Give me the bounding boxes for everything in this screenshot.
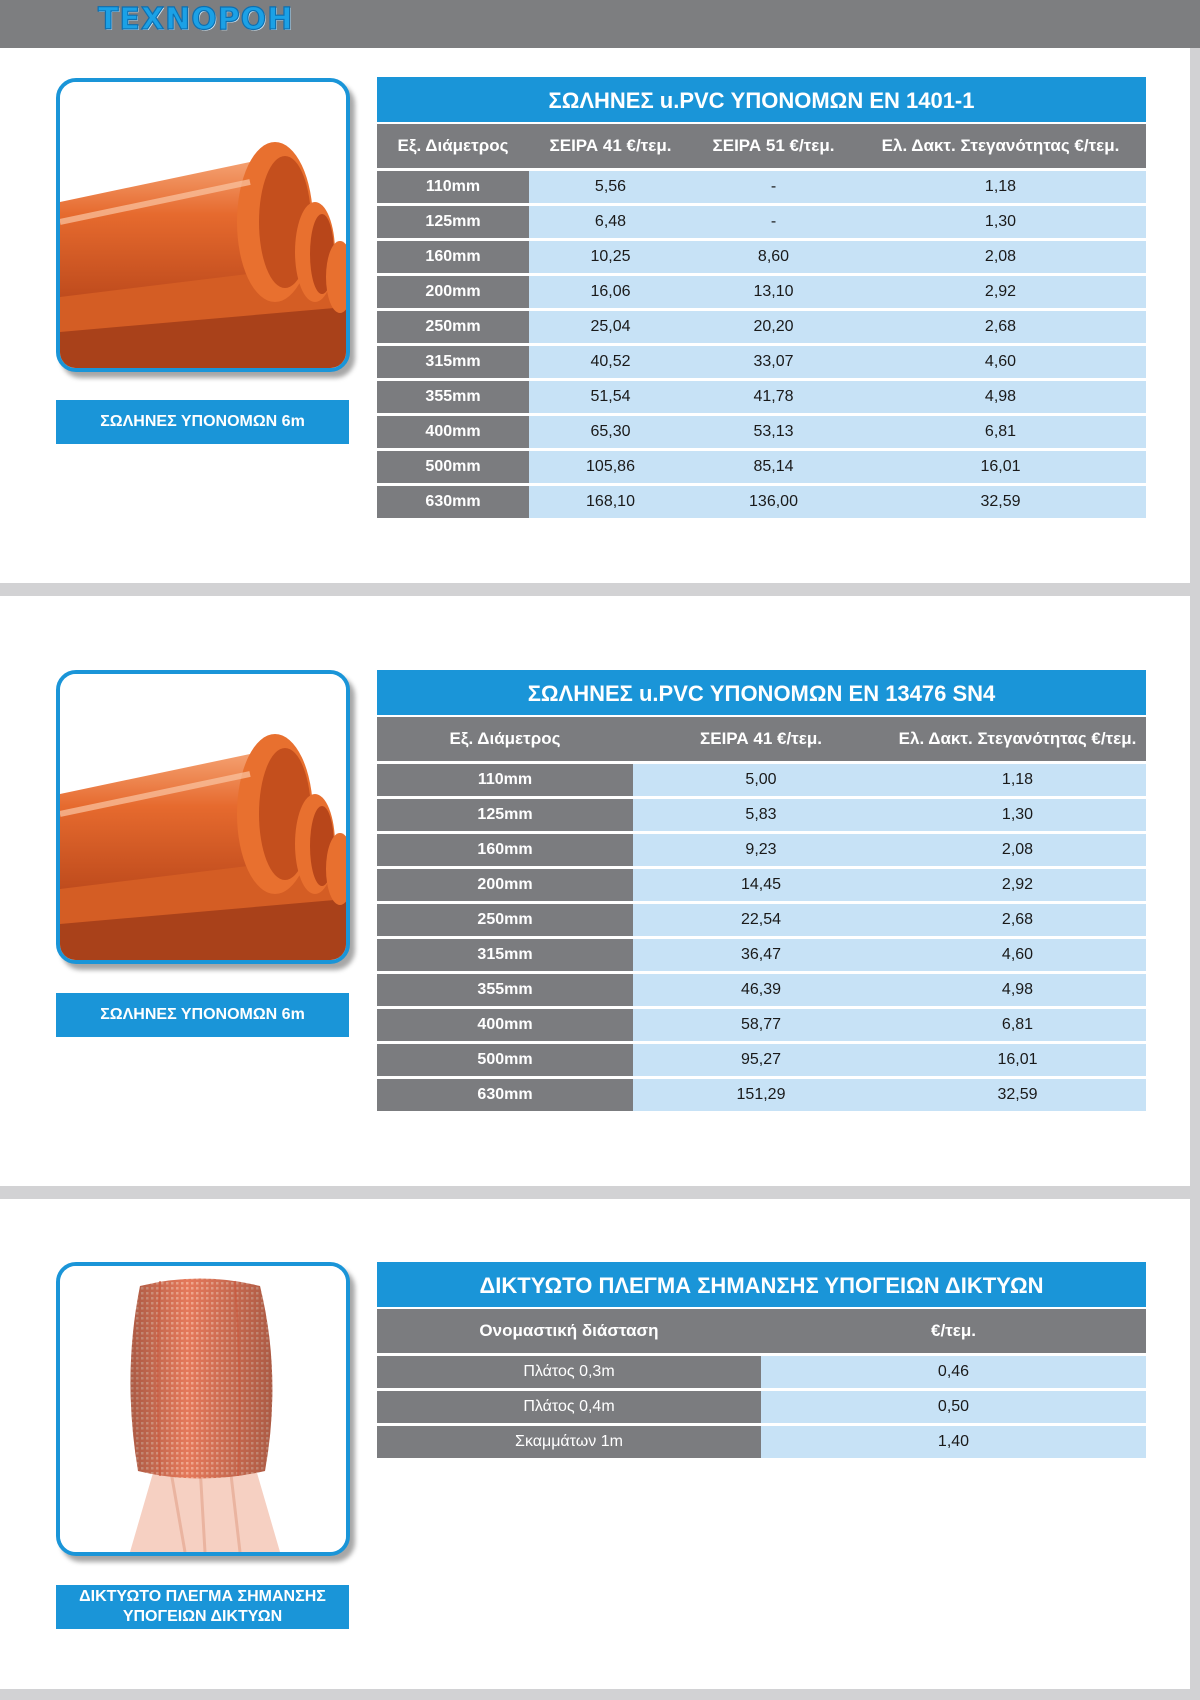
column-header: Εξ. Διάμετρος	[449, 729, 561, 748]
price-cell: 5,83	[633, 799, 889, 831]
price-cell: 4,98	[855, 381, 1146, 413]
price-cell: 2,08	[889, 834, 1146, 866]
table-row	[377, 346, 1146, 378]
price-cell: 16,01	[889, 1044, 1146, 1076]
table-row	[377, 276, 1146, 308]
price-cell: 2,08	[855, 241, 1146, 273]
row-label-cell: 500mm	[377, 451, 529, 483]
table-row	[377, 241, 1146, 273]
table-row	[377, 974, 1146, 1006]
row-label-cell: 160mm	[377, 834, 633, 866]
price-cell: 85,14	[692, 451, 855, 483]
price-cell: 4,60	[889, 939, 1146, 971]
row-label-cell: 355mm	[377, 381, 529, 413]
table-row	[377, 486, 1146, 518]
table-row	[377, 834, 1146, 866]
warning-mesh-roll-image	[56, 1262, 350, 1556]
price-cell: 6,81	[855, 416, 1146, 448]
top-bar	[0, 0, 1200, 48]
section-caption: ΣΩΛΗΝΕΣ ΥΠΟΝΟΜΩΝ 6m	[56, 400, 349, 444]
price-cell: 33,07	[692, 346, 855, 378]
section-pipes-en13476	[0, 596, 1190, 1186]
price-table-en13476	[377, 670, 1146, 1111]
column-header: Εξ. Διάμετρος	[397, 136, 509, 155]
price-cell: 6,81	[889, 1009, 1146, 1041]
row-label-cell: 500mm	[377, 1044, 633, 1076]
price-cell: 14,45	[633, 869, 889, 901]
price-cell: 5,00	[633, 764, 889, 796]
price-cell: 22,54	[633, 904, 889, 936]
price-cell: 32,59	[889, 1079, 1146, 1111]
price-cell: 16,06	[529, 276, 692, 308]
row-label-cell: 250mm	[377, 904, 633, 936]
table-title: ΣΩΛΗΝΕΣ u.PVC ΥΠΟΝΟΜΩΝ EN 1401-1	[377, 77, 1146, 122]
price-cell: 10,25	[529, 241, 692, 273]
column-header: ΣΕΙΡΑ 41 €/τεμ.	[700, 729, 822, 748]
price-cell: 136,00	[692, 486, 855, 518]
price-cell: 40,52	[529, 346, 692, 378]
price-cell: 65,30	[529, 416, 692, 448]
row-label-cell: 125mm	[377, 799, 633, 831]
price-cell: 32,59	[855, 486, 1146, 518]
price-cell: 5,56	[529, 171, 692, 203]
row-label-cell: Πλάτος 0,3m	[377, 1356, 761, 1388]
price-cell: 9,23	[633, 834, 889, 866]
section-pipes-en1401	[0, 48, 1190, 583]
price-cell: 8,60	[692, 241, 855, 273]
table-row	[377, 764, 1146, 796]
row-label-cell: 315mm	[377, 346, 529, 378]
price-cell: 36,47	[633, 939, 889, 971]
row-label-cell: 400mm	[377, 1009, 633, 1041]
column-header: €/τεμ.	[931, 1321, 976, 1340]
right-edge-strip	[1190, 48, 1200, 1700]
price-cell: 1,30	[889, 799, 1146, 831]
price-cell: 53,13	[692, 416, 855, 448]
table-row	[377, 904, 1146, 936]
column-header: Ονομαστική διάσταση	[479, 1321, 659, 1340]
row-label-cell: 160mm	[377, 241, 529, 273]
price-cell: 1,40	[761, 1426, 1146, 1458]
price-cell: 2,92	[889, 869, 1146, 901]
price-cell: 168,10	[529, 486, 692, 518]
price-cell: 16,01	[855, 451, 1146, 483]
orange-pvc-pipes-image	[56, 670, 350, 964]
row-label-cell: 355mm	[377, 974, 633, 1006]
table-row	[377, 799, 1146, 831]
section-warning-mesh	[0, 1199, 1190, 1689]
table-row	[377, 1356, 1146, 1388]
price-cell: 151,29	[633, 1079, 889, 1111]
price-cell: 2,92	[855, 276, 1146, 308]
price-cell: 13,10	[692, 276, 855, 308]
price-cell: 46,39	[633, 974, 889, 1006]
column-header: ΣΕΙΡΑ 51 €/τεμ.	[712, 136, 835, 155]
table-title: ΣΩΛΗΝΕΣ u.PVC ΥΠΟΝΟΜΩΝ EN 13476 SN4	[377, 670, 1146, 715]
table-row	[377, 311, 1146, 343]
price-cell: 1,18	[855, 171, 1146, 203]
price-cell: 0,46	[761, 1356, 1146, 1388]
table-row	[377, 171, 1146, 203]
row-label-cell: Σκαμμάτων 1m	[377, 1426, 761, 1458]
row-label-cell: 110mm	[377, 764, 633, 796]
price-cell: 95,27	[633, 1044, 889, 1076]
brand-logo: ΤΕΧΝΟΡΟΗ	[98, 2, 294, 37]
table-header-row	[377, 1309, 1146, 1353]
price-cell: 4,60	[855, 346, 1146, 378]
table-row	[377, 416, 1146, 448]
pipes-illustration	[60, 674, 346, 960]
price-cell: 6,48	[529, 206, 692, 238]
price-cell: 41,78	[692, 381, 855, 413]
row-label-cell: 250mm	[377, 311, 529, 343]
price-table-en1401	[377, 77, 1146, 518]
orange-pvc-pipes-image	[56, 78, 350, 372]
table-row	[377, 1009, 1146, 1041]
row-label-cell: Πλάτος 0,4m	[377, 1391, 761, 1423]
price-cell: 51,54	[529, 381, 692, 413]
table-row	[377, 381, 1146, 413]
price-cell: 105,86	[529, 451, 692, 483]
row-label-cell: 630mm	[377, 486, 529, 518]
row-label-cell: 400mm	[377, 416, 529, 448]
price-cell: 1,30	[855, 206, 1146, 238]
price-table-mesh	[377, 1262, 1146, 1458]
table-row	[377, 1079, 1146, 1111]
pipes-illustration	[60, 82, 346, 368]
row-label-cell: 110mm	[377, 171, 529, 203]
table-row	[377, 206, 1146, 238]
row-label-cell: 200mm	[377, 276, 529, 308]
price-cell: -	[692, 206, 855, 238]
table-row	[377, 869, 1146, 901]
row-label-cell: 315mm	[377, 939, 633, 971]
table-row	[377, 939, 1146, 971]
column-header: ΣΕΙΡΑ 41 €/τεμ.	[549, 136, 672, 155]
price-cell: 4,98	[889, 974, 1146, 1006]
row-label-cell: 200mm	[377, 869, 633, 901]
column-header: Ελ. Δακτ. Στεγανότητας €/τεμ.	[881, 136, 1120, 155]
section-caption: ΣΩΛΗΝΕΣ ΥΠΟΝΟΜΩΝ 6m	[56, 993, 349, 1037]
column-header: Ελ. Δακτ. Στεγανότητας €/τεμ.	[898, 729, 1137, 748]
price-cell: 2,68	[855, 311, 1146, 343]
table-row	[377, 1044, 1146, 1076]
row-label-cell: 125mm	[377, 206, 529, 238]
price-cell: 0,50	[761, 1391, 1146, 1423]
table-header-row	[377, 717, 1146, 761]
price-cell: 1,18	[889, 764, 1146, 796]
section-caption: ΔΙΚΤΥΩΤΟ ΠΛΕΓΜΑ ΣΗΜΑΝΣΗΣ ΥΠΟΓΕΙΩΝ ΔΙΚΤΥΩΝ	[56, 1585, 349, 1629]
row-label-cell: 630mm	[377, 1079, 633, 1111]
mesh-roll-illustration	[60, 1266, 346, 1552]
table-row	[377, 1426, 1146, 1458]
price-cell: 20,20	[692, 311, 855, 343]
price-cell: 58,77	[633, 1009, 889, 1041]
price-cell: 25,04	[529, 311, 692, 343]
price-cell: 2,68	[889, 904, 1146, 936]
table-title: ΔΙΚΤΥΩΤΟ ΠΛΕΓΜΑ ΣΗΜΑΝΣΗΣ ΥΠΟΓΕΙΩΝ ΔΙΚΤΥΩΝ	[377, 1262, 1146, 1307]
table-header-row	[377, 124, 1146, 168]
price-cell: -	[692, 171, 855, 203]
table-row	[377, 451, 1146, 483]
table-row	[377, 1391, 1146, 1423]
